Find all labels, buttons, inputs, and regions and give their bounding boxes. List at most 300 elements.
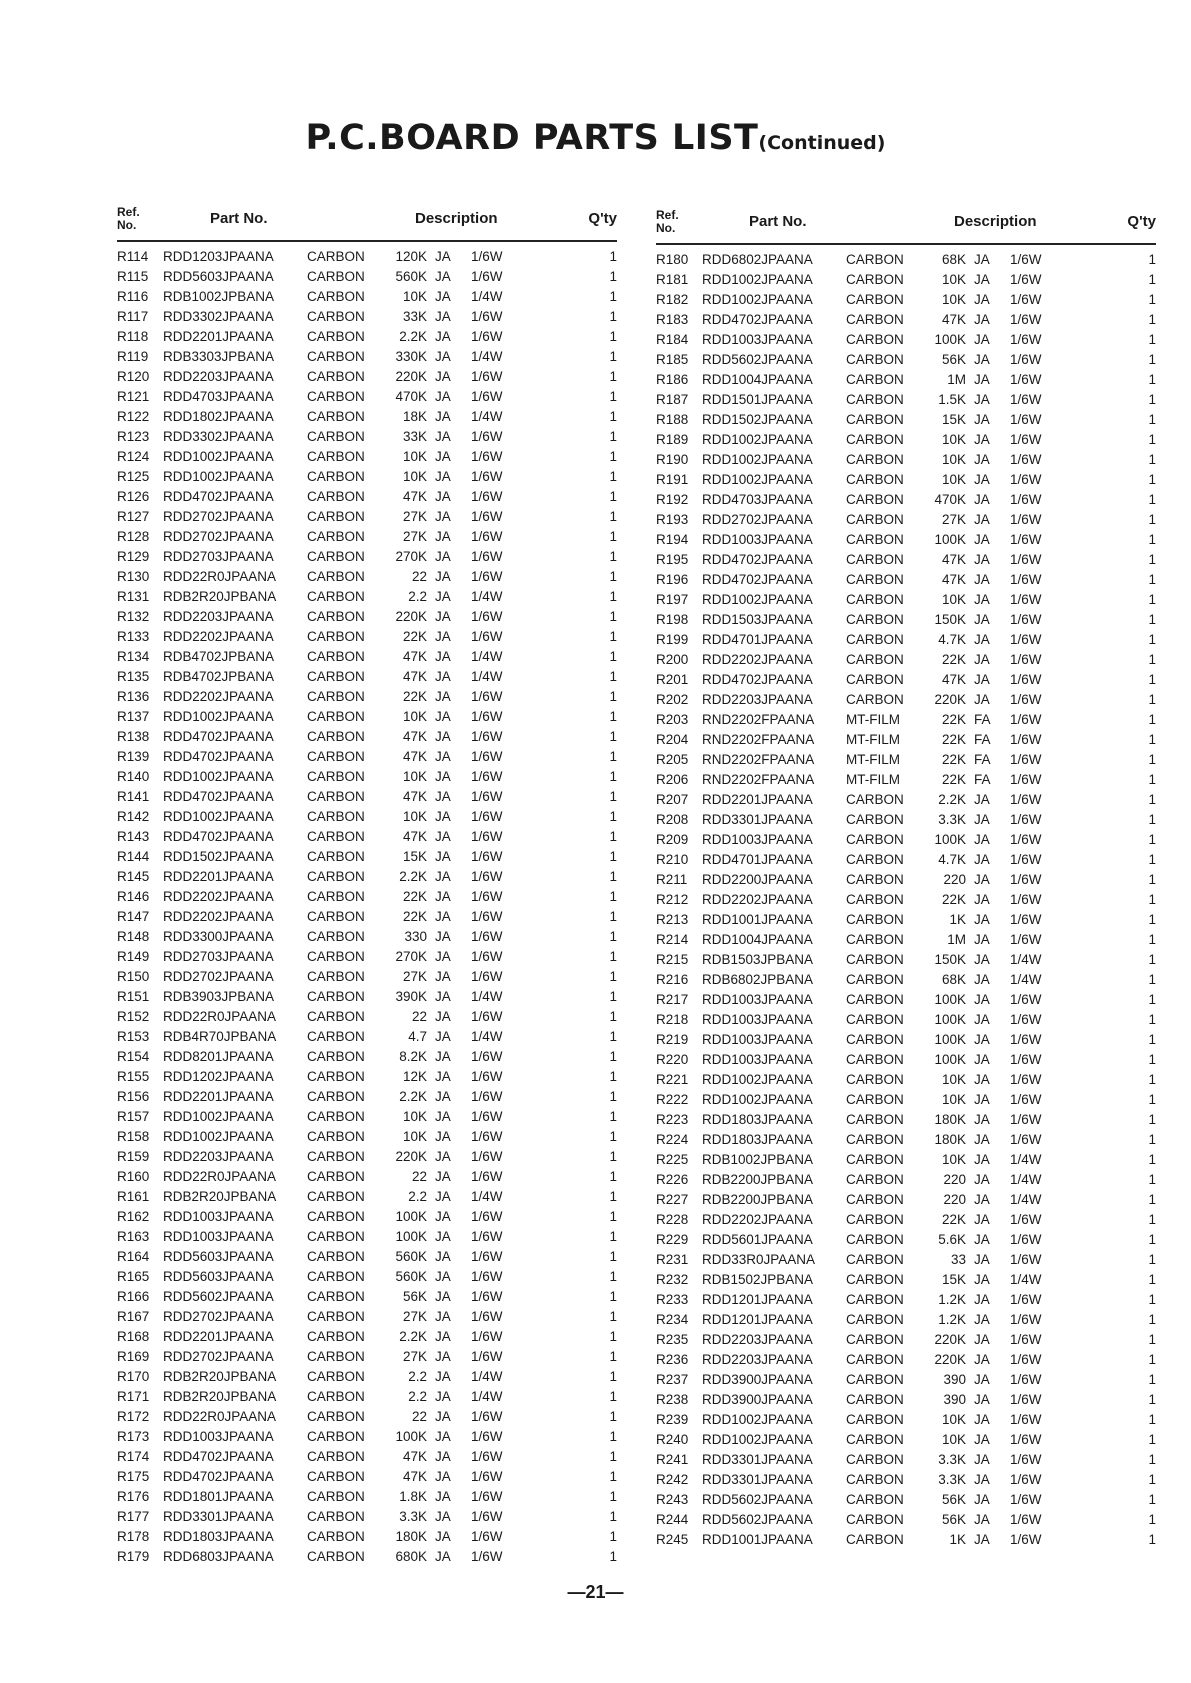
tolerance: JA	[974, 1352, 990, 1367]
ref-no: R213	[656, 912, 689, 927]
table-row	[656, 1250, 1156, 1270]
quantity: 1	[1148, 992, 1156, 1007]
quantity: 1	[609, 1509, 617, 1524]
quantity: 1	[1148, 852, 1156, 867]
quantity: 1	[609, 1109, 617, 1124]
part-no: RDD4701JPAANA	[702, 632, 813, 647]
tolerance: JA	[435, 869, 451, 884]
resistance: 220K	[395, 369, 427, 384]
wattage: 1/6W	[1010, 1052, 1042, 1067]
wattage: 1/6W	[471, 1069, 503, 1084]
material: CARBON	[846, 432, 904, 447]
resistance: 47K	[941, 312, 966, 327]
material: CARBON	[307, 1269, 365, 1284]
part-no: RDD2201JPAANA	[163, 869, 274, 884]
tolerance: JA	[435, 729, 451, 744]
tolerance: JA	[435, 289, 451, 304]
tolerance: JA	[435, 309, 451, 324]
ref-no: R218	[656, 1012, 689, 1027]
quantity: 1	[1148, 1412, 1156, 1427]
ref-no: R237	[656, 1372, 689, 1387]
material: CARBON	[307, 1469, 365, 1484]
part-no: RDD3301JPAANA	[702, 1452, 813, 1467]
part-no: RDB2200JPBANA	[702, 1172, 814, 1187]
resistance: 560K	[395, 269, 427, 284]
tolerance: FA	[974, 752, 991, 767]
table-row	[656, 630, 1156, 650]
ref-no: R165	[117, 1269, 150, 1284]
tolerance: JA	[435, 609, 451, 624]
material: CARBON	[846, 472, 904, 487]
header-part: Part No.	[749, 213, 807, 230]
resistance: 47K	[402, 749, 427, 764]
material: CARBON	[307, 649, 365, 664]
tolerance: JA	[974, 832, 990, 847]
table-row	[656, 250, 1156, 270]
quantity: 1	[1148, 292, 1156, 307]
resistance: 68K	[941, 972, 966, 987]
resistance: 2.2	[408, 1189, 427, 1204]
tolerance: JA	[974, 1272, 990, 1287]
resistance: 180K	[395, 1529, 427, 1544]
ref-no: R148	[117, 929, 150, 944]
quantity: 1	[1148, 1032, 1156, 1047]
material: CARBON	[307, 989, 365, 1004]
material: CARBON	[846, 1292, 904, 1307]
part-no: RND2202FPAANA	[702, 712, 815, 727]
table-row	[117, 387, 617, 407]
resistance: 56K	[941, 1492, 966, 1507]
tolerance: JA	[435, 929, 451, 944]
material: CARBON	[307, 929, 365, 944]
material: CARBON	[846, 1432, 904, 1447]
tolerance: JA	[974, 512, 990, 527]
resistance: 1.2K	[938, 1292, 966, 1307]
table-row	[117, 267, 617, 287]
resistance: 10K	[941, 452, 966, 467]
quantity: 1	[609, 409, 617, 424]
resistance: 100K	[934, 532, 966, 547]
material: CARBON	[307, 409, 365, 424]
quantity: 1	[1148, 552, 1156, 567]
resistance: 2.2	[408, 589, 427, 604]
quantity: 1	[1148, 1092, 1156, 1107]
wattage: 1/6W	[1010, 732, 1042, 747]
material: CARBON	[307, 729, 365, 744]
wattage: 1/6W	[1010, 552, 1042, 567]
material: CARBON	[846, 632, 904, 647]
quantity: 1	[1148, 1232, 1156, 1247]
part-no: RDD2202JPAANA	[702, 652, 813, 667]
wattage: 1/6W	[471, 1409, 503, 1424]
wattage: 1/6W	[1010, 452, 1042, 467]
resistance: 27K	[402, 529, 427, 544]
wattage: 1/6W	[1010, 272, 1042, 287]
resistance: 10K	[941, 1072, 966, 1087]
ref-no: R239	[656, 1412, 689, 1427]
table-row	[656, 1130, 1156, 1150]
part-no: RDD6802JPAANA	[702, 252, 813, 267]
material: CARBON	[307, 1329, 365, 1344]
wattage: 1/6W	[1010, 1132, 1042, 1147]
wattage: 1/4W	[471, 1029, 503, 1044]
quantity: 1	[1148, 1532, 1156, 1547]
quantity: 1	[609, 1489, 617, 1504]
wattage: 1/6W	[1010, 432, 1042, 447]
part-no: RDD2201JPAANA	[163, 329, 274, 344]
tolerance: JA	[974, 852, 990, 867]
table-row	[656, 770, 1156, 790]
ref-no: R166	[117, 1289, 150, 1304]
resistance: 4.7	[408, 1029, 427, 1044]
wattage: 1/6W	[471, 1549, 503, 1564]
material: CARBON	[846, 612, 904, 627]
wattage: 1/6W	[471, 1289, 503, 1304]
material: CARBON	[846, 912, 904, 927]
part-no: RDD2203JPAANA	[163, 1149, 274, 1164]
tolerance: JA	[435, 989, 451, 1004]
part-no: RDD4702JPAANA	[702, 552, 813, 567]
table-row	[117, 1287, 617, 1307]
part-no: RDD1803JPAANA	[163, 1529, 274, 1544]
wattage: 1/6W	[471, 469, 503, 484]
wattage: 1/6W	[471, 869, 503, 884]
wattage: 1/6W	[471, 1489, 503, 1504]
quantity: 1	[1148, 972, 1156, 987]
material: CARBON	[846, 252, 904, 267]
material: CARBON	[846, 1392, 904, 1407]
quantity: 1	[1148, 1472, 1156, 1487]
wattage: 1/6W	[471, 1049, 503, 1064]
wattage: 1/6W	[1010, 512, 1042, 527]
quantity: 1	[1148, 392, 1156, 407]
quantity: 1	[609, 449, 617, 464]
table-row	[117, 487, 617, 507]
quantity: 1	[1148, 952, 1156, 967]
wattage: 1/4W	[471, 669, 503, 684]
material: CARBON	[307, 709, 365, 724]
resistance: 47K	[941, 572, 966, 587]
part-no: RDB4R70JPBANA	[163, 1029, 277, 1044]
quantity: 1	[609, 1529, 617, 1544]
wattage: 1/6W	[1010, 672, 1042, 687]
tolerance: JA	[435, 1069, 451, 1084]
table-row	[656, 870, 1156, 890]
wattage: 1/6W	[1010, 932, 1042, 947]
resistance: 10K	[402, 1109, 427, 1124]
material: CARBON	[846, 932, 904, 947]
ref-no: R175	[117, 1469, 150, 1484]
quantity: 1	[609, 1229, 617, 1244]
part-no: RDB2R20JPBANA	[163, 589, 277, 604]
table-row	[117, 307, 617, 327]
table-row	[656, 510, 1156, 530]
table-row	[117, 247, 617, 267]
ref-no: R196	[656, 572, 689, 587]
table-row	[656, 1390, 1156, 1410]
ref-no: R162	[117, 1209, 150, 1224]
ref-no: R232	[656, 1272, 689, 1287]
part-no: RDD4703JPAANA	[163, 389, 274, 404]
quantity: 1	[1148, 732, 1156, 747]
part-no: RDD1002JPAANA	[163, 809, 274, 824]
ref-no: R174	[117, 1449, 150, 1464]
tolerance: JA	[974, 332, 990, 347]
resistance: 2.2	[408, 1369, 427, 1384]
table-row	[656, 290, 1156, 310]
tolerance: JA	[974, 892, 990, 907]
resistance: 10K	[941, 472, 966, 487]
wattage: 1/6W	[1010, 1012, 1042, 1027]
ref-no: R204	[656, 732, 689, 747]
material: CARBON	[307, 1449, 365, 1464]
wattage: 1/6W	[1010, 1352, 1042, 1367]
table-row	[656, 750, 1156, 770]
wattage: 1/6W	[1010, 1432, 1042, 1447]
part-no: RDD2703JPAANA	[163, 549, 274, 564]
tolerance: JA	[435, 1029, 451, 1044]
material: CARBON	[307, 769, 365, 784]
table-row	[656, 950, 1156, 970]
material: CARBON	[307, 469, 365, 484]
wattage: 1/4W	[1010, 1272, 1042, 1287]
quantity: 1	[1148, 532, 1156, 547]
quantity: 1	[609, 609, 617, 624]
ref-no: R214	[656, 932, 689, 947]
resistance: 220K	[934, 1352, 966, 1367]
wattage: 1/6W	[471, 329, 503, 344]
table-row	[117, 1427, 617, 1447]
tolerance: JA	[435, 709, 451, 724]
part-no: RDD3300JPAANA	[163, 929, 274, 944]
part-no: RDD1002JPAANA	[163, 449, 274, 464]
wattage: 1/6W	[471, 749, 503, 764]
part-no: RDD2702JPAANA	[702, 512, 813, 527]
material: CARBON	[307, 289, 365, 304]
resistance: 10K	[402, 809, 427, 824]
ref-no: R132	[117, 609, 150, 624]
tolerance: JA	[435, 1089, 451, 1104]
ref-no: R140	[117, 769, 150, 784]
material: CARBON	[846, 352, 904, 367]
ref-no: R141	[117, 789, 150, 804]
tolerance: JA	[974, 1172, 990, 1187]
table-row	[656, 930, 1156, 950]
quantity: 1	[609, 809, 617, 824]
part-no: RDD1803JPAANA	[702, 1132, 813, 1147]
quantity: 1	[1148, 572, 1156, 587]
ref-no: R217	[656, 992, 689, 1007]
wattage: 1/6W	[1010, 1112, 1042, 1127]
material: CARBON	[307, 1109, 365, 1124]
material: CARBON	[307, 1529, 365, 1544]
table-row	[656, 1510, 1156, 1530]
quantity: 1	[609, 1409, 617, 1424]
tolerance: JA	[435, 1449, 451, 1464]
page-title	[0, 118, 1191, 158]
part-no: RDD2202JPAANA	[163, 689, 274, 704]
ref-no: R199	[656, 632, 689, 647]
part-no: RDD2203JPAANA	[702, 1332, 813, 1347]
material: CARBON	[307, 1029, 365, 1044]
tolerance: JA	[435, 369, 451, 384]
wattage: 1/6W	[471, 1169, 503, 1184]
quantity: 1	[609, 349, 617, 364]
table-row	[117, 567, 617, 587]
tolerance: JA	[974, 1372, 990, 1387]
ref-no: R219	[656, 1032, 689, 1047]
tolerance: JA	[974, 1212, 990, 1227]
ref-no: R190	[656, 452, 689, 467]
table-row	[117, 707, 617, 727]
part-no: RDD1003JPAANA	[702, 1012, 813, 1027]
quantity: 1	[1148, 872, 1156, 887]
wattage: 1/6W	[1010, 652, 1042, 667]
table-row	[117, 1547, 617, 1567]
resistance: 270K	[395, 949, 427, 964]
tolerance: JA	[974, 1032, 990, 1047]
tolerance: JA	[974, 1512, 990, 1527]
material: CARBON	[307, 1409, 365, 1424]
ref-no: R205	[656, 752, 689, 767]
tolerance: JA	[435, 1009, 451, 1024]
material: CARBON	[846, 372, 904, 387]
part-no: RDB4702JPBANA	[163, 669, 275, 684]
quantity: 1	[609, 549, 617, 564]
part-no: RDD1003JPAANA	[702, 532, 813, 547]
material: CARBON	[307, 1229, 365, 1244]
ref-no: R135	[117, 669, 150, 684]
ref-no: R143	[117, 829, 150, 844]
quantity: 1	[1148, 472, 1156, 487]
tolerance: JA	[435, 809, 451, 824]
part-no: RDD5603JPAANA	[163, 1269, 274, 1284]
quantity: 1	[1148, 372, 1156, 387]
wattage: 1/6W	[1010, 1032, 1042, 1047]
wattage: 1/6W	[471, 1429, 503, 1444]
tolerance: JA	[435, 1489, 451, 1504]
wattage: 1/6W	[1010, 992, 1042, 1007]
quantity: 1	[1148, 772, 1156, 787]
tolerance: JA	[435, 469, 451, 484]
wattage: 1/4W	[1010, 1152, 1042, 1167]
part-no: RDD4702JPAANA	[163, 1469, 274, 1484]
quantity: 1	[609, 1089, 617, 1104]
material: CARBON	[846, 1172, 904, 1187]
ref-no: R133	[117, 629, 150, 644]
material: CARBON	[846, 1212, 904, 1227]
wattage: 1/6W	[471, 789, 503, 804]
part-no: RDD1502JPAANA	[163, 849, 274, 864]
tolerance: JA	[974, 912, 990, 927]
ref-no: R200	[656, 652, 689, 667]
tolerance: JA	[974, 292, 990, 307]
wattage: 1/6W	[1010, 1332, 1042, 1347]
resistance: 33K	[402, 309, 427, 324]
resistance: 3.3K	[938, 812, 966, 827]
tolerance: JA	[435, 429, 451, 444]
wattage: 1/6W	[471, 949, 503, 964]
material: CARBON	[846, 652, 904, 667]
material: CARBON	[307, 1049, 365, 1064]
parts-table-left	[117, 200, 617, 1567]
part-no: RDD22R0JPAANA	[163, 569, 277, 584]
part-no: RDD2203JPAANA	[163, 609, 274, 624]
table-row	[117, 1047, 617, 1067]
part-no: RDD1003JPAANA	[702, 832, 813, 847]
ref-no: R150	[117, 969, 150, 984]
resistance: 100K	[395, 1209, 427, 1224]
resistance: 150K	[934, 612, 966, 627]
quantity: 1	[1148, 932, 1156, 947]
tolerance: JA	[974, 1132, 990, 1147]
quantity: 1	[609, 1069, 617, 1084]
wattage: 1/6W	[1010, 852, 1042, 867]
material: CARBON	[307, 549, 365, 564]
wattage: 1/6W	[1010, 712, 1042, 727]
quantity: 1	[609, 1329, 617, 1344]
header-desc: Description	[415, 210, 498, 227]
material: CARBON	[846, 692, 904, 707]
wattage: 1/6W	[471, 729, 503, 744]
table-row	[656, 1170, 1156, 1190]
wattage: 1/6W	[1010, 912, 1042, 927]
part-no: RDD33R0JPAANA	[702, 1252, 816, 1267]
ref-no: R164	[117, 1249, 150, 1264]
material: CARBON	[846, 572, 904, 587]
tolerance: JA	[435, 1309, 451, 1324]
wattage: 1/6W	[1010, 412, 1042, 427]
ref-no: R238	[656, 1392, 689, 1407]
wattage: 1/6W	[1010, 492, 1042, 507]
part-no: RDD2703JPAANA	[163, 949, 274, 964]
resistance: 10K	[402, 1129, 427, 1144]
material: MT-FILM	[846, 772, 900, 787]
table-row	[117, 1127, 617, 1147]
material: CARBON	[846, 412, 904, 427]
table-row	[117, 1487, 617, 1507]
ref-no: R189	[656, 432, 689, 447]
material: CARBON	[846, 1412, 904, 1427]
ref-no: R179	[117, 1549, 150, 1564]
ref-no: R209	[656, 832, 689, 847]
material: CARBON	[846, 1472, 904, 1487]
table-row	[656, 610, 1156, 630]
tolerance: JA	[435, 1109, 451, 1124]
wattage: 1/6W	[471, 1469, 503, 1484]
quantity: 1	[609, 709, 617, 724]
wattage: 1/6W	[471, 1329, 503, 1344]
quantity: 1	[609, 869, 617, 884]
material: CARBON	[846, 1372, 904, 1387]
table-row	[656, 1350, 1156, 1370]
resistance: 100K	[395, 1229, 427, 1244]
material: CARBON	[307, 429, 365, 444]
part-no: RDB4702JPBANA	[163, 649, 275, 664]
material: CARBON	[307, 809, 365, 824]
wattage: 1/6W	[1010, 872, 1042, 887]
table-row	[117, 1527, 617, 1547]
wattage: 1/4W	[1010, 952, 1042, 967]
table-row	[656, 270, 1156, 290]
resistance: 47K	[402, 669, 427, 684]
part-no: RND2202FPAANA	[702, 772, 815, 787]
wattage: 1/6W	[1010, 1452, 1042, 1467]
part-no: RDD1003JPAANA	[163, 1209, 274, 1224]
ref-no: R153	[117, 1029, 150, 1044]
quantity: 1	[1148, 1512, 1156, 1527]
wattage: 1/6W	[1010, 592, 1042, 607]
